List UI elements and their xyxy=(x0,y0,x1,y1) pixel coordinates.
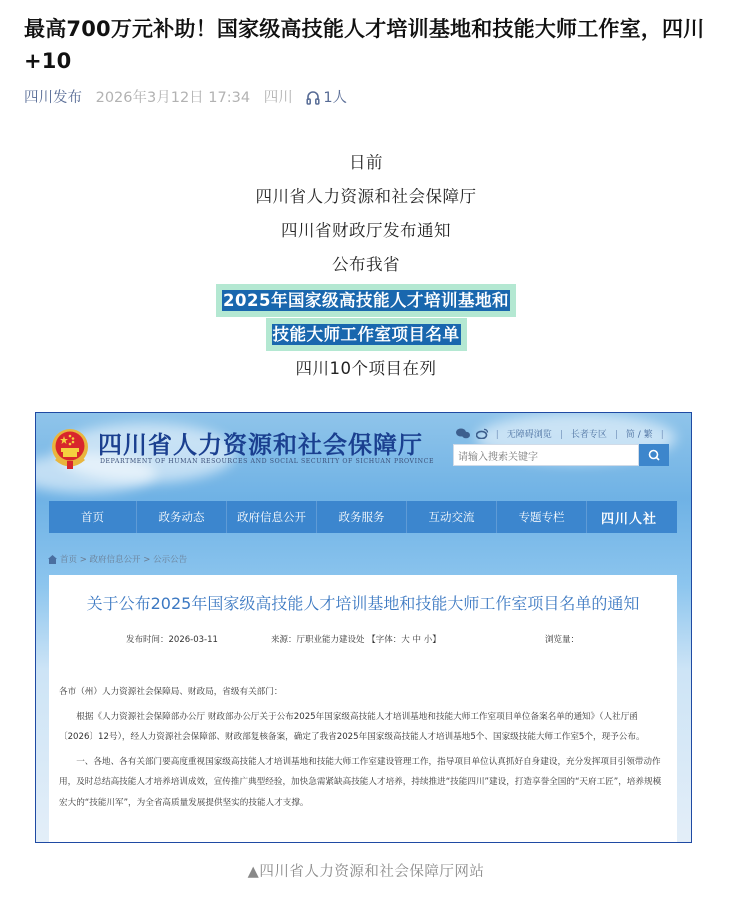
nav-topics[interactable]: 专题专栏 xyxy=(497,501,587,533)
paragraph: 根据《人力资源社会保障部办公厅 财政部办公厅关于公布2025年国家级高技能人才培训基地和技能大师工作室项目单位备案名单的通知》（人社厅函〔2026〕12号），经人力资源社会保障部、财政部复核备案，确定了我省2025年国家级高技能人才培训基地5个、国家级技能大师工作室5个，现予公布。 xyxy=(59,711,645,742)
highlight-line: 2025年国家级高技能人才培训基地和 xyxy=(223,291,509,310)
nav-news[interactable]: 政务动态 xyxy=(137,501,227,533)
intro-line: 日前 xyxy=(349,153,383,172)
article-meta xyxy=(24,88,365,108)
nav-info-disclosure[interactable]: 政府信息公开 xyxy=(227,501,317,533)
nav-logo[interactable]: 四川人社 xyxy=(601,511,658,527)
article-title: 最高700万元补助！国家级高技能人才培训基地和技能大师工作室，四川+10 xyxy=(24,17,705,73)
document-title: 关于公布2025年国家级高技能人才培训基地和技能大师工作室项目名单的通知 xyxy=(86,594,640,613)
font-size-medium[interactable]: 中 xyxy=(412,635,421,645)
intro-line: 四川省财政厅发布通知 xyxy=(281,221,451,240)
document-body xyxy=(59,682,669,817)
highlight-band xyxy=(266,318,467,351)
listen-button[interactable] xyxy=(306,90,356,106)
source-info: 来源：厅职业能力建设处 【字体：大 中 小】 xyxy=(271,635,441,645)
site-nav xyxy=(49,501,677,533)
site-name-english: DEPARTMENT OF HUMAN RESOURCES AND SOCIAL SECURITY OF SICHUAN PROVINCE xyxy=(100,458,435,465)
source-dept: 厅职业能力建设处 xyxy=(296,635,365,645)
nav-interaction[interactable]: 互动交流 xyxy=(407,501,497,533)
breadcrumb: 首页 > 政府信息公开 > 公示公告 xyxy=(48,553,187,565)
elderly-link[interactable]: 长者专区 xyxy=(570,430,607,440)
accessibility-link[interactable]: 无障碍浏览 xyxy=(506,430,552,440)
search-icon xyxy=(648,449,660,461)
site-name: 四川省人力资源和社会保障厅 xyxy=(98,430,423,459)
highlight-band xyxy=(216,284,516,317)
salutation: 各市（州）人力资源社会保障局、财政局，省级有关部门： xyxy=(59,687,283,697)
wechat-icon[interactable] xyxy=(456,428,470,439)
language-toggle[interactable]: 简 / 繁 xyxy=(625,430,653,440)
intro-line: 四川省人力资源和社会保障厅 xyxy=(255,187,477,206)
author-link[interactable]: 四川发布 xyxy=(24,90,82,106)
publish-date: 2026-03-11 xyxy=(168,635,218,645)
nav-home[interactable]: 首页 xyxy=(49,501,137,533)
views-info: 浏览量： xyxy=(545,635,580,645)
home-icon xyxy=(48,555,57,564)
publish-info: 发布时间：2026-03-11 xyxy=(126,635,218,645)
embedded-screenshot xyxy=(35,412,692,843)
national-emblem-icon xyxy=(50,427,90,471)
headphones-icon xyxy=(306,90,320,105)
weibo-icon[interactable] xyxy=(476,428,489,439)
breadcrumb-notice[interactable]: 公示公告 xyxy=(153,555,188,565)
breadcrumb-home[interactable]: 首页 xyxy=(60,555,78,565)
paragraph: 一、各地、各有关部门要高度重视国家级高技能人才培训基地和技能大师工作室建设管理工作，指导项目单位认真抓好自身建设，充分发挥项目引领带动作用，及时总结高技能人才培养培训成效，宣传推广典型经验，加快急需紧缺高技能人才培养，持续推进“技能四川”建设，打造享誉全国的“天府工匠”，培养规模宏大的“技能川军”，为全省高质量发展提供坚实的技能人才支撑。 xyxy=(59,756,662,808)
intro-line: 公布我省 xyxy=(332,255,400,274)
top-links: | 无障碍浏览 | 长者专区 | 简 / 繁 | xyxy=(456,427,668,440)
publish-location: 四川 xyxy=(263,90,293,106)
image-caption: ▲四川省人力资源和社会保障厅网站 xyxy=(247,864,485,880)
publish-datetime: 2026年3月12日 17:34 xyxy=(95,90,251,106)
site-search-box xyxy=(453,444,639,466)
intro-block xyxy=(0,146,732,386)
site-search-button[interactable] xyxy=(639,444,669,466)
site-search-input[interactable] xyxy=(454,448,604,468)
font-size-large[interactable]: 大 xyxy=(401,635,410,645)
font-size-small[interactable]: 小 xyxy=(423,635,433,645)
document-panel xyxy=(49,575,677,843)
nav-services[interactable]: 政务服务 xyxy=(317,501,407,533)
breadcrumb-info[interactable]: 政府信息公开 xyxy=(89,555,141,565)
highlight-line: 技能大师工作室项目名单 xyxy=(272,325,460,344)
after-line: 四川10个项目在列 xyxy=(295,359,437,378)
listener-count: 1人 xyxy=(323,90,348,106)
